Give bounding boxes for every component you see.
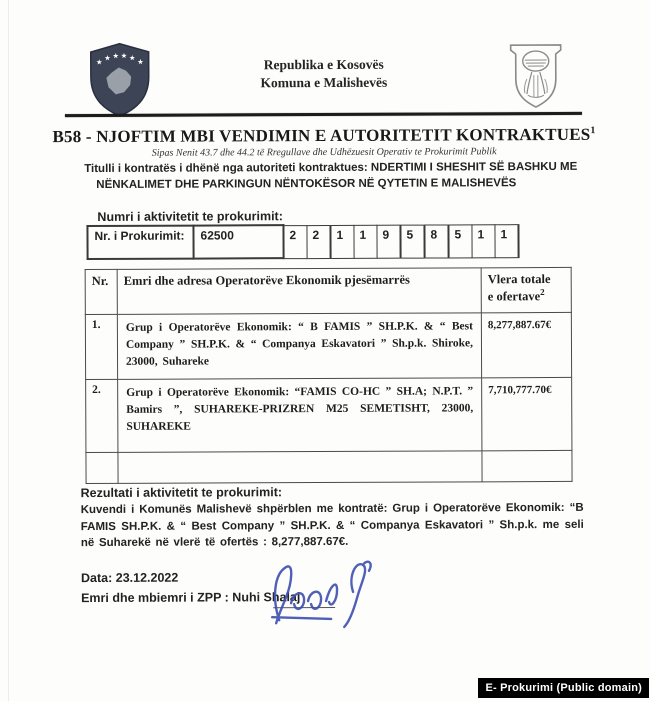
offer-row-value: 7,710,777.70€ [482,377,572,450]
signer-name-line: Emri dhe mbiemri i ZPP : Nuhi Shalaj [81,590,301,606]
procurement-digit-cell: 1 [472,224,495,257]
procurement-number-table [86,223,519,260]
offers-header-value-footnote: 2 [540,287,545,298]
svg-text:★: ★ [137,57,144,67]
table-row-empty [86,450,572,483]
source-watermark-badge: E- Prokurimi (Public domain) [478,678,649,698]
offer-row-value [482,450,572,481]
offer-row-number: 2. [86,379,118,452]
procurement-number-label-cell: Nr. i Prokurimit: [87,226,193,259]
result-paragraph: Kuvendi i Komunës Malishevë shpërblen me kontratë: Grup i Operatorëve Ekonomik: “B FAMIS SH.P.K. & “ Best Company ” SH.P.K. & “ Companya Eskavatori ” Sh.p.k. me seli në Suharekë në vlerë të ofertës : 8,277,887.67€. [80,501,584,550]
offers-header-nr: Nr. [85,269,117,314]
procurement-digit-cell: 1 [354,225,377,258]
procurement-digit-cell: 8 [424,224,448,257]
org-line-municipality: Komuna e Malishevës [260,74,388,91]
svg-text:★: ★ [120,51,128,61]
malisheva-coat-of-arms-icon [504,41,568,111]
document-title [39,125,609,147]
procurement-digit-cell: 1 [495,224,519,257]
procurement-digit-cell: 5 [400,225,424,258]
offers-header-value-line1: Vlera totale [487,272,551,287]
org-line-republic: Republika e Kosovës [263,56,384,73]
signature-scribble [263,556,383,635]
contract-title-line1: Titulli i kontratës i dhënë nga autoriteti kontraktues: NDERTIMI I SHESHIT SË BASHKU ME [84,160,578,176]
document-title-text: B58 - NJOFTIM MBI VENDIMIN E AUTORITETIT KONTRAKTUES [52,124,591,147]
offer-row-number: 1. [85,314,117,379]
offer-row-number [86,452,118,483]
procurement-number-section-label: Numri i aktivitetit te prokurimit: [97,209,283,224]
procurement-number-row [87,224,518,259]
procurement-digit-cell: 9 [377,225,401,258]
offer-row-operator-name: Grup i Operatorëve Ekonomik: “ B FAMIS ” SH.P.K. & “ Best Company ” SH.P.K. & “ Companya Eskavatori ” Sh.p.k. Shiroke, 23000, Suhareke [117,313,481,380]
contract-title-line2: NËNKALIMET DHE PARKINGUN NËNTOKËSOR NË QYTETIN E MALISHEVËS [96,177,517,191]
procurement-digit-cell: 5 [448,224,472,257]
table-row [86,377,572,452]
procurement-digit-cell: 2 [307,225,331,258]
svg-text:★: ★ [129,53,136,63]
result-section-label: Rezultati i aktivitetit te prokurimit: [80,485,283,501]
offer-row-operator-name: Grup i Operatorëve Ekonomik: “FAMIS CO-HC ” SH.A; N.P.T. ” Bamirs ”, SUHAREKE-PRIZREN M25 SEMETISHT, 23000, SUHAREKE [118,378,482,453]
org-name-block [159,55,489,92]
offers-header-value [481,267,571,312]
title-footnote-ref: 1 [590,125,596,137]
offers-table [85,267,573,484]
procurement-digit-cell: 1 [330,225,354,258]
contract-title-block [84,159,589,193]
procurement-digit-cell: 2 [283,225,307,258]
date-line: Data: 23.12.2022 [80,570,179,586]
offers-table-header-row [85,267,571,314]
svg-text:★: ★ [112,51,119,61]
svg-text:★: ★ [95,57,103,67]
document-subtitle: Sipas Nenit 43.7 dhe 44.2 të Rregullave dhe Udhëzuesit Operativ te Prokurimit Publik [151,146,497,159]
procurement-number-value-cell: 62500 [193,225,283,258]
offer-row-value: 8,277,887.67€ [481,312,571,377]
svg-text:★: ★ [104,53,111,63]
offers-header-value-line2: e ofertave [487,289,541,304]
offers-header-name: Emri dhe adresa Operatorëve Ekonomik pjesëmarrës [117,268,481,315]
kosovo-coat-of-arms-icon [89,41,151,119]
offer-row-operator-name [118,451,482,484]
table-row [85,312,571,379]
